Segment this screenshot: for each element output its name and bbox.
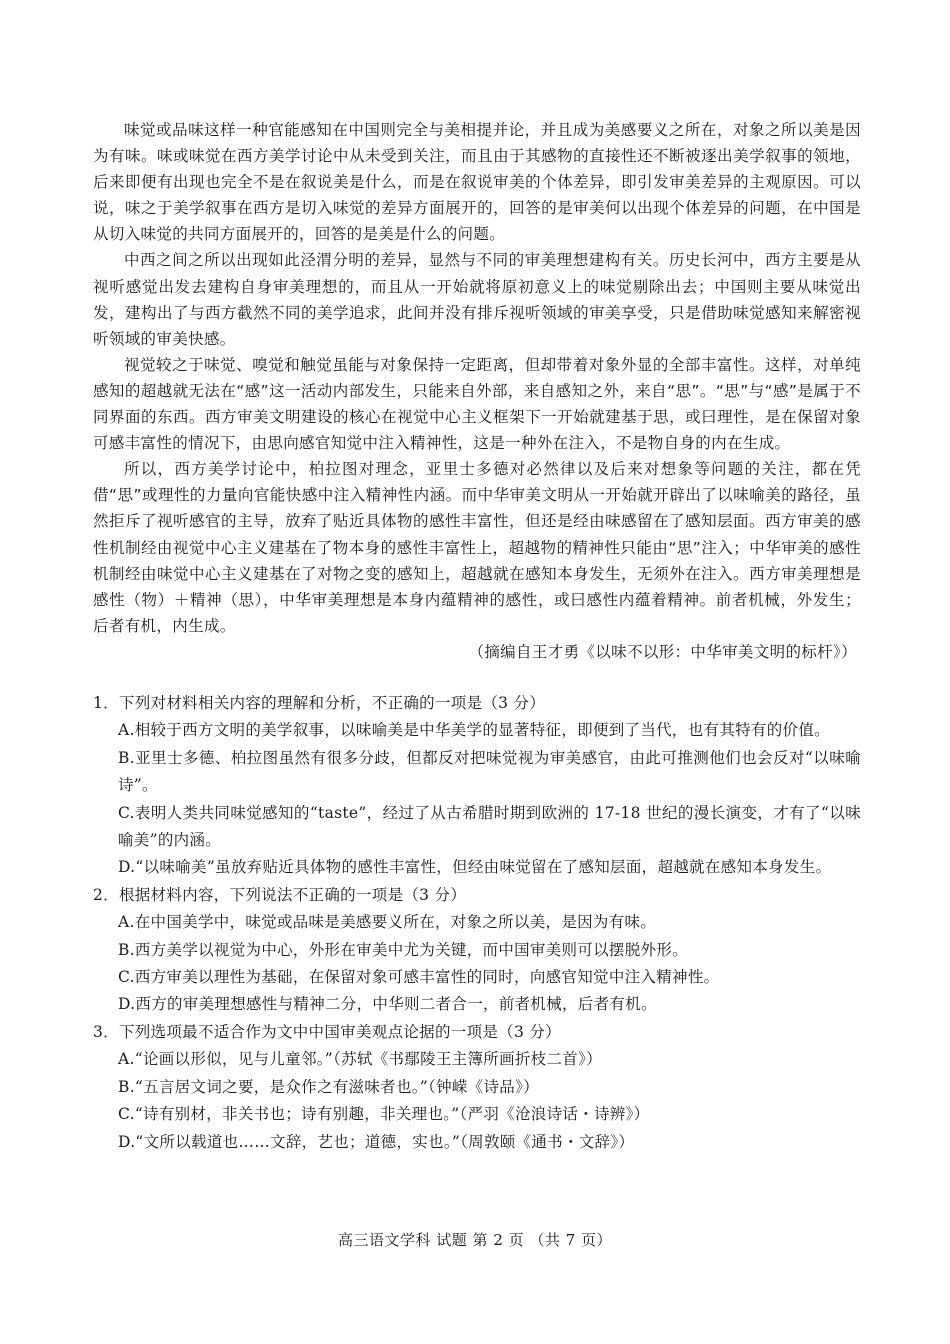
option-b: B.“五言居文词之要，是众作之有滋味者也。”（钟嵘《诗品》） (118, 1077, 539, 1096)
option-a: A.在中国美学中，味觉或品味是美感要义所在，对象之所以美，是因为有味。 (118, 913, 657, 932)
option-c: C.西方审美以理性为基础，在保留对象可感丰富性的同时，向感官知觉中注入精神性。 (118, 968, 720, 987)
question-stem: 1．下列对材料相关内容的理解和分析，不正确的一项是（3 分） (93, 694, 546, 712)
page-footer: 高三语文学科 试题 第 2 页 （共 7 页） (338, 1231, 612, 1249)
question-list (93, 690, 861, 1156)
question-stem: 3．下列选项最不适合作为文中中国审美观点论据的一项是（3 分） (93, 1022, 561, 1041)
question-3 (93, 1019, 861, 1156)
option-d: D.西方的审美理想感性与精神二分，中华则二者合一，前者机械，后者有机。 (118, 995, 657, 1014)
passage-paragraph-2: 中西之间之所以出现如此泾渭分明的差异，显然与不同的审美理想建构有关。历史长河中，西方主要是从视听感觉出发去建构自身审美理想的，而且从一开始就将原初意义上的味觉剔除出去；中国则主要从味觉出发，建构出了与西方截然不同的美学追求，此间并没有排斥视听领域的审美享受，只是借助味觉感知来解密视听领域的审美快感。 (93, 251, 861, 348)
passage-paragraph-4: 所以，西方美学讨论中，柏拉图对理念，亚里士多德对必然律以及后来对想象等问题的关注，都在凭借“思”或理性的力量向官能快感中注入精神性内涵。而中华审美文明从一开始就开辟出了以味喻美的路径，虽然拒斥了视听感官的主导，放弃了贴近具体物的感性丰富性，但还是经由味感留在了感知层面。西方审美的感性机制经由视觉中心主义建基在了物本身的感性丰富性上，超越物的精神性只能由“思”注入；中华审美的感性机制经由味觉中心主义建基在了对物之变的感知上，超越就在感知本身发生，无须外在注入。西方审美理想是感性（物）＋精神（思），中华审美理想是本身内蕴精神的感性，或曰感性内蕴着精神。前者机械，外发生；后者有机，内生成。 (93, 460, 861, 635)
option-c: C.表明人类共同味觉感知的“taste”，经过了从古希腊时期到欧洲的 17-18 世纪的漫长演变，才有了“以味喻美”的内涵。 (118, 803, 861, 850)
option-d: D.“以味喻美”虽放弃贴近具体物的感性丰富性，但经由味觉留在了感知层面，超越就在感知本身发生。 (118, 858, 832, 877)
passage-paragraph-3: 视觉较之于味觉、嗅觉和触觉虽能与对象保持一定距离，但却带着对象外显的全部丰富性。这样，对单纯感知的超越就无法在“感”这一活动内部发生，只能来自外部，来自感知之外，来自“思”。“思”与“感”是属于不同界面的东西。西方审美文明建设的核心在视觉中心主义框架下一开始就建基于思，或曰理性，是在保留对象可感丰富性的情况下，由思向感官知觉中注入精神性，这是一种外在注入，不是物自身的内在生成。 (93, 355, 861, 453)
passage-paragraph-1: 味觉或品味这样一种官能感知在中国则完全与美相提并论，并且成为美感要义之所在，对象之所以美是因为有味。味或味觉在西方美学讨论中从未受到关注，而且由于其感物的直接性还不断被逐出美学叙事的领地，后来即便有出现也完全不是在叙说美是什么，而是在叙说审美的个体差异，即引发审美差异的主观原因。可以说，味之于美学叙事在西方是切入味觉的差异方面展开的，回答的是审美何以出现个体差异的问题，在中国是从切入味觉的共同方面展开的，回答的是美是什么的问题。 (93, 121, 861, 244)
option-c: C.“诗有别材，非关书也；诗有别趣，非关理也。”（严羽《沧浪诗话・诗辨》） (118, 1105, 650, 1124)
question-1 (93, 690, 861, 882)
option-d: D.“文所以载道也……文辞，艺也；道德，实也。”（周敦颐《通书・文辞》） (118, 1132, 635, 1151)
option-a: A.“论画以形似，见与儿童邻。”（苏轼《书鄢陵王主簿所画折枝二首》） (118, 1050, 602, 1069)
option-a: A.相较于西方文明的美学叙事，以味喻美是中华美学的显著特征，即便到了当代，也有其特有的价值。 (118, 721, 830, 740)
question-stem: 2．根据材料内容，下列说法不正确的一项是（3 分） (93, 885, 467, 904)
reading-passage (93, 117, 861, 665)
option-b: B.西方美学以视觉为中心，外形在审美中尤为关键，而中国审美则可以摆脱外形。 (118, 940, 688, 959)
option-b: B.亚里士多德、柏拉图虽然有很多分歧，但都反对把味觉视为审美感官，由此可推测他们也会反对“以味喻诗”。 (118, 748, 861, 795)
passage-source: （摘编自王才勇《以味不以形：中华审美文明的标杆》） (468, 642, 857, 661)
question-2 (93, 882, 861, 1019)
